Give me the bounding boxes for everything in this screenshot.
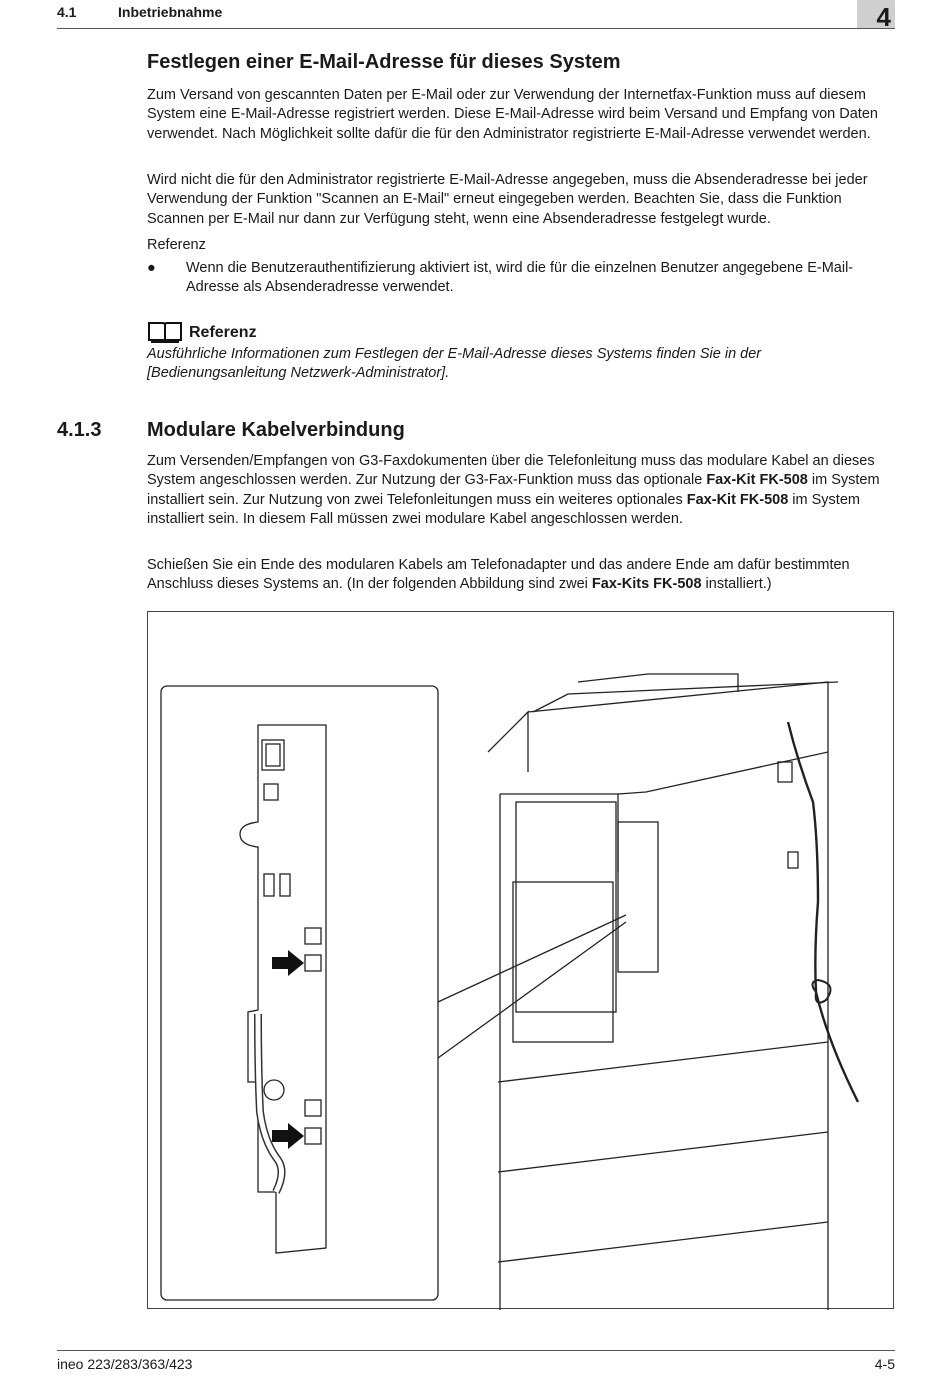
arrow-icon: [272, 950, 304, 976]
figure-illustration: [148, 612, 895, 1310]
product-name: Fax-Kit FK-508: [706, 472, 808, 489]
referenz-label: Referenz: [147, 237, 206, 253]
arrow-icon: [272, 1123, 304, 1149]
footer-model: ineo 223/283/363/423: [57, 1356, 193, 1372]
mfp-printer-illustration: [488, 674, 838, 1310]
section-title-email: Festlegen einer E-Mail-Adresse für dieses System: [147, 51, 621, 73]
chapter-number-badge: 4: [857, 0, 895, 28]
header-section-title: Inbetriebnahme: [118, 4, 223, 20]
book-icon: [147, 320, 183, 344]
cable-connection-figure: [147, 611, 894, 1309]
phone-jack-icon: [305, 955, 321, 971]
phone-jack-icon: [305, 1128, 321, 1144]
product-name: Fax-Kits FK-508: [591, 576, 702, 593]
paragraph-cable-2: Schießen Sie ein Ende des modularen Kabels am Telefonadapter und das andere Ende am dafür bestimmten Anschluss dieses Systems an. (In der folgenden Abbildung sind zwei Fax-Kits FK-508 installiert.): [147, 557, 850, 593]
page-header: [57, 0, 895, 32]
phone-jack-icon: [305, 928, 321, 944]
page-footer: [57, 1350, 895, 1372]
paragraph-cable-1: Zum Versenden/Empfangen von G3-Faxdokumenten über die Telefonleitung muss das modulare Kabel an dieses System angeschlossen werden. Zur Nutzung der G3-Fax-Funktion muss das optionale Fax-Kit FK-508 im System installiert sein. Zur Nutzung von zwei Telefonleitungen muss ein weiteres optionales Fax-Kit FK-508 im System installiert sein. In diesem Fall müssen zwei modulare Kabel angeschlossen werden.: [147, 453, 880, 527]
subsection-number: 4.1.3: [57, 419, 102, 441]
bullet-item-text: Wenn die Benutzerauthentifizierung aktiviert ist, wird die für die einzelnen Benutzer angegebene E-Mail-Adresse als Absenderadresse verwendet.: [186, 260, 854, 296]
zoom-guide-line: [438, 922, 626, 1058]
paragraph-email-1: Zum Versand von gescannten Daten per E-Mail oder zur Verwendung der Internetfax-Funktion muss auf diesem System eine E-Mail-Adresse registriert werden. Diese E-Mail-Adresse wird beim Versand und Empfang von Daten verwendet. Nach Möglichkeit sollte dafür die für den Administrator registrierte E-Mail-Adresse verwendet werden.: [147, 87, 878, 142]
phone-jack-icon: [305, 1100, 321, 1116]
bullet-marker: ●: [147, 260, 156, 276]
reference-text: Ausführliche Informationen zum Festlegen der E-Mail-Adresse dieses Systems finden Sie in der [Bedienungsanleitung Netzwerk-Administrator].: [147, 346, 762, 382]
header-section-number: 4.1: [57, 4, 77, 20]
usb-port: [264, 784, 278, 800]
zoom-inset-frame: [161, 686, 438, 1300]
subsection-title: Modulare Kabelverbindung: [147, 419, 405, 441]
zoom-guide-line: [438, 915, 626, 1002]
product-name: Fax-Kit FK-508: [686, 491, 789, 508]
footer-page-number: 4-5: [874, 1356, 895, 1372]
reference-label: Referenz: [189, 324, 257, 341]
paragraph-email-2: Wird nicht die für den Administrator registrierte E-Mail-Adresse angegeben, muss die Absenderadresse bei jeder Verwendung der Funktion "Scannen an E-Mail" erneut eingegeben werden. Beachten Sie, dass die Funktion Scannen per E-Mail nur dann zur Verfügung steht, wenn eine Absenderadresse festgelegt wurde.: [147, 172, 868, 227]
